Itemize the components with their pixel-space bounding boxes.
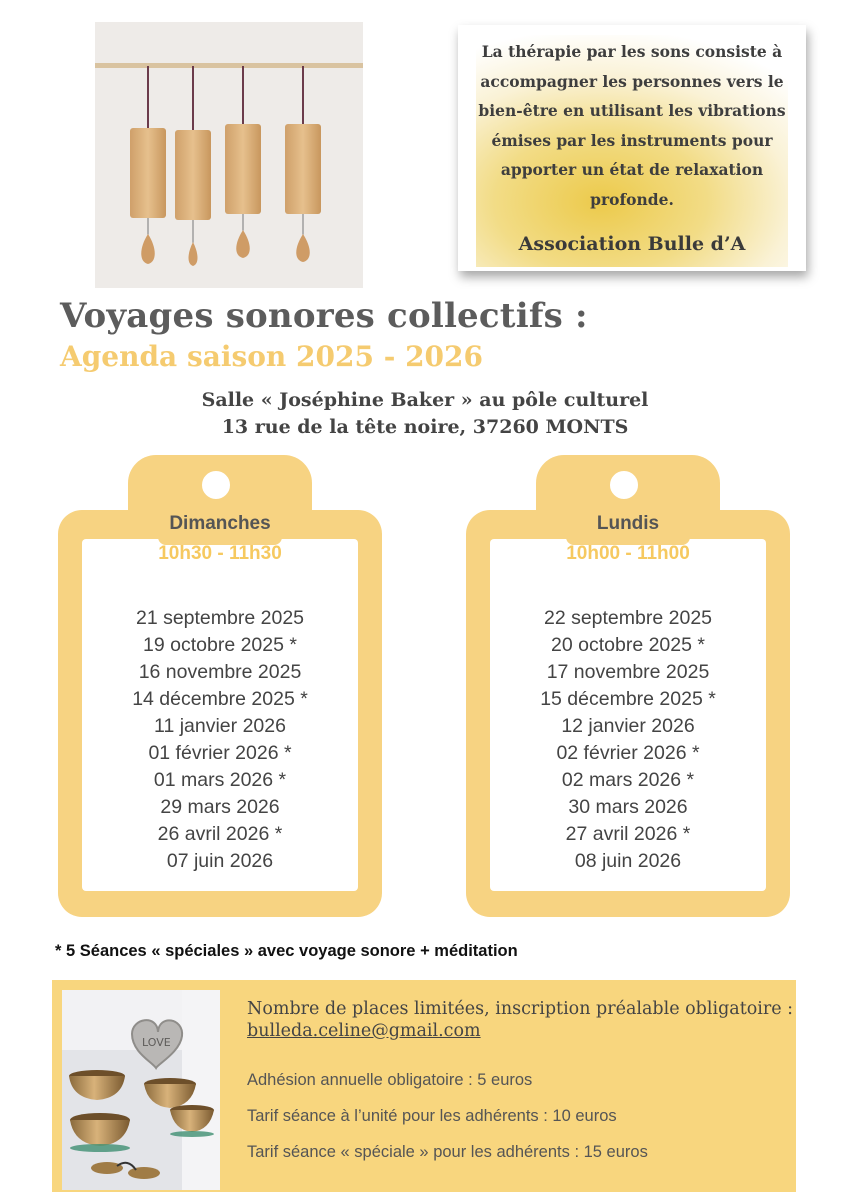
quote-line: apporter un état de relaxation — [500, 160, 764, 179]
special-sessions-note: * 5 Séances « spéciales » avec voyage sonore + méditation — [55, 942, 518, 960]
wind-chimes-photo — [95, 22, 363, 288]
date-item: 11 janvier 2026 — [154, 715, 286, 737]
date-list-mondays — [466, 605, 790, 875]
page-title: Voyages sonores collectifs : — [60, 296, 588, 336]
date-item: 26 avril 2026 * — [157, 823, 283, 845]
quote-line: La thérapie par les sons consiste à — [481, 42, 783, 61]
price-special-session: Tarif séance « spéciale » pour les adhérents : 15 euros — [247, 1143, 648, 1161]
wind-chimes-illustration — [95, 22, 363, 288]
price-session: Tarif séance à l’unité pour les adhérents : 10 euros — [247, 1107, 617, 1125]
venue-address: 13 rue de la tête noire, 37260 MONTS — [221, 416, 629, 438]
schedule-time-mondays: 10h00 - 11h00 — [566, 543, 690, 564]
date-item: 19 octobre 2025 * — [143, 634, 297, 656]
registration-text: Nombre de places limitées, inscription préalable obligatoire : — [247, 999, 794, 1019]
date-item: 15 décembre 2025 * — [540, 688, 716, 710]
date-item: 17 novembre 2025 — [546, 661, 710, 683]
love-tag: LOVE — [142, 1036, 171, 1049]
date-item: 29 mars 2026 — [160, 796, 280, 818]
clipboard-hole — [608, 469, 640, 501]
date-item: 22 septembre 2025 — [543, 607, 713, 629]
date-item: 01 mars 2026 * — [153, 769, 287, 791]
date-item: 14 décembre 2025 * — [132, 688, 308, 710]
quote-line: accompagner les personnes vers le — [480, 71, 784, 91]
association-signature: Association Bulle d’A — [518, 233, 746, 255]
clipboard-mondays — [466, 455, 790, 917]
date-item: 12 janvier 2026 — [561, 715, 695, 737]
clipboard-sundays — [58, 455, 382, 917]
date-item: 01 février 2026 * — [148, 742, 292, 764]
date-item: 16 novembre 2025 — [138, 661, 302, 683]
date-item: 21 septembre 2025 — [135, 607, 305, 629]
date-item: 30 mars 2026 — [568, 796, 688, 818]
contact-email-link[interactable]: bulleda.celine@gmail.com — [247, 1021, 481, 1041]
singing-bowls-photo — [62, 990, 220, 1190]
quote-background — [476, 35, 788, 267]
date-item: 07 juin 2026 — [166, 850, 274, 872]
quote-card — [458, 25, 806, 271]
schedule-day-sundays: Dimanches — [169, 513, 271, 534]
date-list-sundays — [58, 605, 382, 875]
singing-bowls-illustration — [62, 990, 220, 1190]
schedule-time-sundays: 10h30 - 11h30 — [158, 543, 282, 564]
quote-text — [476, 37, 788, 214]
date-item: 27 avril 2026 * — [565, 823, 691, 845]
page-subtitle: Agenda saison 2025 - 2026 — [60, 340, 484, 373]
quote-line: émises par les instruments pour — [491, 130, 773, 150]
date-item: 02 février 2026 * — [556, 742, 700, 764]
clipboard-hole — [200, 469, 232, 501]
date-item: 08 juin 2026 — [574, 850, 682, 872]
venue-name: Salle « Joséphine Baker » au pôle culturel — [201, 389, 649, 411]
schedule-day-mondays: Lundis — [596, 513, 660, 534]
quote-line: profonde. — [590, 189, 674, 209]
quote-line: bien-être en utilisant les vibrations — [478, 101, 786, 120]
price-membership: Adhésion annuelle obligatoire : 5 euros — [247, 1071, 533, 1089]
date-item: 02 mars 2026 * — [561, 769, 695, 791]
date-item: 20 octobre 2025 * — [551, 634, 705, 656]
